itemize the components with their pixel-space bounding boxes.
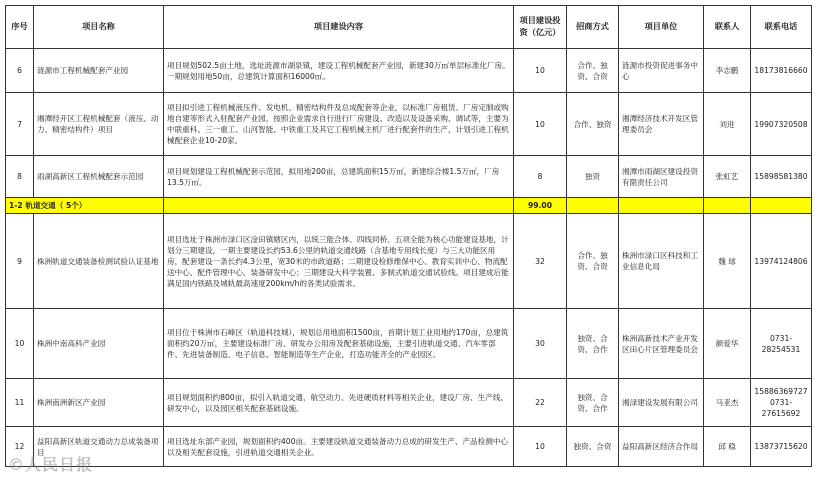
header-phone: 联系电话: [751, 6, 812, 49]
row-content: 项目位于株洲市石峰区（轨道科技城），规划总用地面积1500亩，首期计划工业用地约170亩，总建筑面积约20万㎡，主要建设标准厂房、研发办公用房及配套基础设施，主要引进轨道交通、汽车零部件、先进装备制造、电子信息、智能制造等生产企业，打造功能齐全的产业园区。: [164, 309, 514, 379]
row-idx: 12: [6, 427, 34, 467]
row-idx: 9: [6, 214, 34, 309]
row-phone: 13873715620: [751, 427, 812, 467]
row-contact: 张虹艺: [704, 156, 751, 198]
row-idx: 7: [6, 93, 34, 156]
row-idx: 10: [6, 309, 34, 379]
row-name: 雨湖高新区工程机械配套示范园: [34, 156, 164, 198]
row-unit: 湘潭经济技术开发区管理委员会: [619, 93, 704, 156]
row-investment: 10: [514, 93, 567, 156]
section-empty: [567, 198, 619, 214]
row-mode: 合作、独资、合资: [567, 49, 619, 93]
row-mode: 合作、独资: [567, 93, 619, 156]
header-content: 项目建设内容: [164, 6, 514, 49]
row-phone: 15886369727 0731-27615692: [751, 379, 812, 427]
row-mode: 合作、独资、合资: [567, 214, 619, 309]
row-investment: 8: [514, 156, 567, 198]
row-phone: 18173816660: [751, 49, 812, 93]
row-unit: 益阳高新区经济合作局: [619, 427, 704, 467]
row-phone: 15898581380: [751, 156, 812, 198]
row-contact: 颜爱华: [704, 309, 751, 379]
row-name: 株洲轨道交通装备检测试验认证基地: [34, 214, 164, 309]
row-name: 涟源市工程机械配套产业园: [34, 49, 164, 93]
row-unit: 湘渌建设发展有限公司: [619, 379, 704, 427]
table-row: [6, 49, 812, 93]
row-investment: 32: [514, 214, 567, 309]
header-name: 项目名称: [34, 6, 164, 49]
row-content: 项目规划建设工程机械配套示范园，拟用地200亩，总建筑面积15万㎡，新建综合楼1.5万㎡，厂房13.5万㎡。: [164, 156, 514, 198]
row-phone: 13974124806: [751, 214, 812, 309]
row-contact: 李志鹏: [704, 49, 751, 93]
row-content: 项目规划面积约800亩，拟引入轨道交通、航空动力、先进硬质材料等相关企业，建设厂房、生产线、研发中心，以及园区相关配套基础设施。: [164, 379, 514, 427]
row-unit: 株洲高新技术产业开发区田心片区管理委员会: [619, 309, 704, 379]
watermark: ©人民日报: [8, 455, 94, 474]
header-contact: 联系人: [704, 6, 751, 49]
row-idx: 11: [6, 379, 34, 427]
row-unit: 株洲市渌口区科技和工业信息化局: [619, 214, 704, 309]
table-row: [6, 93, 812, 156]
row-content: 项目规划502.5亩土地，选址涟源市湖泉镇，建设工程机械配套产业园，新建30万㎡单层标准化厂房。一期规划用地50亩，总建筑计算面积16000㎡。: [164, 49, 514, 93]
table-row: [6, 379, 812, 427]
row-content: 项目选址于株洲市渌口区淦田镇辖区内，以统三能合体、四线同桥、五项全能为核心功能建设基地，计划分三期建设，一期主要建设长约53.6公里的轨道交通线路（含基地专用线长度）与三大功能区用房，配套建设一条长约4.3公里，宽30米的市政道路；二期建设检修维保中心、教育实训中心、物流配送中心、配件管理中心、装备研发中心；三期建设大科学装置、多制式轨道交通试验线。项目建成后能满足国内铁路及城轨最高速度200km/h的各类试验需求。: [164, 214, 514, 309]
header-row: [6, 6, 812, 49]
table-row: [6, 427, 812, 467]
section-empty: [619, 198, 704, 214]
header-idx: 序号: [6, 6, 34, 49]
row-phone: 19907320508: [751, 93, 812, 156]
table-row: [6, 156, 812, 198]
section-empty: [164, 198, 514, 214]
header-unit: 项目单位: [619, 6, 704, 49]
row-name: 益阳高新区轨道交通动力总成装备项目: [34, 427, 164, 467]
table-row: [6, 309, 812, 379]
row-mode: 独资、合资: [567, 427, 619, 467]
row-name: 株洲南洲新区产业园: [34, 379, 164, 427]
header-investment: 项目建设投资（亿元）: [514, 6, 567, 49]
section-label: 1-2 轨道交通（ 5个）: [6, 198, 164, 214]
row-unit: 湘潭市雨湖区建设投资有限责任公司: [619, 156, 704, 198]
section-empty: [704, 198, 751, 214]
row-phone: 0731-28254531: [751, 309, 812, 379]
row-name: 株洲中南高科产业园: [34, 309, 164, 379]
row-content: 项目拟引进工程机械液压件、发电机、精密结构件及总成配套等企业，以标准厂房租赁、厂房定制或购地自建等形式入驻配套产业园，按照企业需求自行进行厂房建设、改造以及设备采购、调试等，主要为中联重科、三一重工、山河智能、中铁重工及其它工程机械主机厂进行配套件的生产，计划引进工程机械配套企业10-20家。: [164, 93, 514, 156]
row-content: 项目选址东部产业园，规划面积约400亩。主要建设轨道交通装备动力总成的研发生产、产品检测中心以及相关配套设施，引进轨道交通相关企业。: [164, 427, 514, 467]
row-unit: 涟源市投资促进事务中心: [619, 49, 704, 93]
row-contact: 邱 稳: [704, 427, 751, 467]
row-mode: 独资: [567, 156, 619, 198]
row-investment: 10: [514, 49, 567, 93]
row-contact: 马亚杰: [704, 379, 751, 427]
row-investment: 10: [514, 427, 567, 467]
table-row: [6, 214, 812, 309]
row-investment: 30: [514, 309, 567, 379]
row-contact: 魏 球: [704, 214, 751, 309]
row-idx: 6: [6, 49, 34, 93]
section-empty: [751, 198, 812, 214]
section-investment: 99.00: [514, 198, 567, 214]
row-mode: 独资、合资、合作: [567, 309, 619, 379]
section-row: [6, 198, 812, 214]
row-contact: 刘进: [704, 93, 751, 156]
projects-table: [5, 5, 812, 467]
row-investment: 22: [514, 379, 567, 427]
row-idx: 8: [6, 156, 34, 198]
header-mode: 招商方式: [567, 6, 619, 49]
row-name: 湘潭经开区工程机械配套（液压、动力、精密结构件）项目: [34, 93, 164, 156]
row-mode: 独资、合资、合作: [567, 379, 619, 427]
